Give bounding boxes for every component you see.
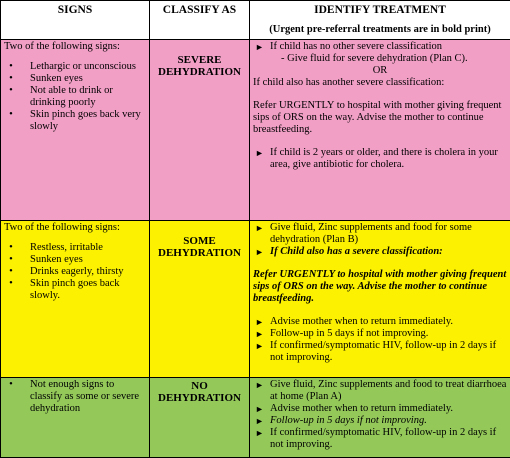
list-item: [4, 278, 146, 302]
sign-text: Not enough signs to classify as some or severe dehydration: [30, 379, 139, 414]
header-classify: CLASSIFY AS: [150, 1, 250, 40]
signs-intro: Two of the following signs:: [4, 41, 146, 53]
bullet-icon: •: [4, 254, 18, 266]
sign-text: Skin pinch goes back slowly.: [30, 278, 120, 301]
classification-cell: SOME DEHYDRATION: [150, 221, 250, 378]
right-arrow-icon: ►: [255, 41, 264, 53]
treatment-line: ► Give fluid, Zinc supplements and food for some dehydration (Plan B): [253, 222, 507, 246]
bullet-icon: •: [4, 242, 18, 254]
signs-intro: Two of the following signs:: [4, 222, 146, 234]
treatment-line: ► If confirmed/symptomatic HIV, follow-up in 2 days if not improving.: [253, 340, 507, 364]
treatment-line: ► If child has no other severe classification: [253, 41, 507, 53]
treatment-line: ► If confirmed/symptomatic HIV, follow-up in 2 days if not improving.: [253, 427, 507, 451]
list-item: [4, 61, 146, 73]
bullet-icon: •: [4, 85, 18, 97]
treatment-line: ► If child is 2 years or older, and there is cholera in your area, give antibiotic for cholera.: [253, 147, 507, 171]
bullet-icon: •: [4, 109, 18, 121]
list-item: [4, 379, 146, 415]
treatment-subline: - Give fluid for severe dehydration (Plan C).: [253, 53, 507, 65]
right-arrow-icon: ►: [255, 415, 264, 427]
right-arrow-icon: ►: [255, 403, 264, 415]
signs-cell: [1, 221, 150, 378]
header-treatment: [250, 1, 510, 40]
list-item: [4, 109, 146, 133]
sign-text: Restless, irritable: [30, 242, 103, 253]
row-some-dehydration: [1, 221, 510, 378]
signs-list: [4, 242, 146, 302]
header-treatment-title: IDENTIFY TREATMENT: [314, 4, 446, 16]
signs-list: [4, 379, 146, 415]
bullet-icon: •: [4, 73, 18, 85]
right-arrow-icon: ►: [255, 316, 264, 328]
treatment-or: OR: [253, 65, 507, 77]
classification-cell: SEVERE DEHYDRATION: [150, 40, 250, 221]
header-row: [1, 1, 510, 40]
right-arrow-icon: ►: [255, 246, 264, 258]
row-severe-dehydration: [1, 40, 510, 221]
list-item: [4, 73, 146, 85]
right-arrow-icon: ►: [255, 222, 264, 234]
signs-list: [4, 61, 146, 133]
treatment-cell: [250, 378, 510, 458]
list-item: [4, 85, 146, 109]
sign-text: Not able to drink or drinking poorly: [30, 85, 113, 108]
treatment-line: Refer URGENTLY to hospital with mother giving frequent sips of ORS on the way. Advise the mother to continue breastfeeding.: [253, 269, 507, 305]
row-no-dehydration: [1, 378, 510, 458]
list-item: [4, 266, 146, 278]
bullet-icon: •: [4, 379, 18, 391]
bullet-icon: •: [4, 61, 18, 73]
treatment-line: ► Advise mother when to return immediately.: [253, 316, 507, 328]
treatment-cell: [250, 221, 510, 378]
signs-cell: [1, 378, 150, 458]
bullet-icon: •: [4, 266, 18, 278]
treatment-cell: [250, 40, 510, 221]
sign-text: Sunken eyes: [30, 73, 83, 84]
right-arrow-icon: ►: [255, 147, 264, 159]
treatment-line: ► Give fluid, Zinc supplements and food to treat diarrhoea at home (Plan A): [253, 379, 507, 403]
treatment-line: ► Follow-up in 5 days if not improving.: [253, 415, 507, 427]
treatment-line: ► Follow-up in 5 days if not improving.: [253, 328, 507, 340]
right-arrow-icon: ►: [255, 379, 264, 391]
right-arrow-icon: ►: [255, 427, 264, 439]
right-arrow-icon: ►: [255, 328, 264, 340]
treatment-line: ► If Child also has a severe classification:: [253, 246, 507, 258]
sign-text: Drinks eagerly, thirsty: [30, 266, 124, 277]
header-signs: SIGNS: [1, 1, 150, 40]
signs-cell: [1, 40, 150, 221]
header-treatment-subtitle: (Urgent pre-referral treatments are in bold print): [253, 23, 507, 36]
list-item: [4, 242, 146, 254]
bullet-icon: •: [4, 278, 18, 290]
classification-cell: NO DEHYDRATION: [150, 378, 250, 458]
sign-text: Sunken eyes: [30, 254, 83, 265]
right-arrow-icon: ►: [255, 340, 264, 352]
list-item: [4, 254, 146, 266]
treatment-line: Refer URGENTLY to hospital with mother giving frequent sips of ORS on the way. Advise the mother to continue breastfeeding.: [253, 100, 507, 136]
sign-text: Skin pinch goes back very slowly: [30, 109, 141, 132]
treatment-line: ► Advise mother when to return immediately.: [253, 403, 507, 415]
treatment-line: If child also has another severe classification:: [253, 77, 507, 89]
sign-text: Lethargic or unconscious: [30, 61, 136, 72]
